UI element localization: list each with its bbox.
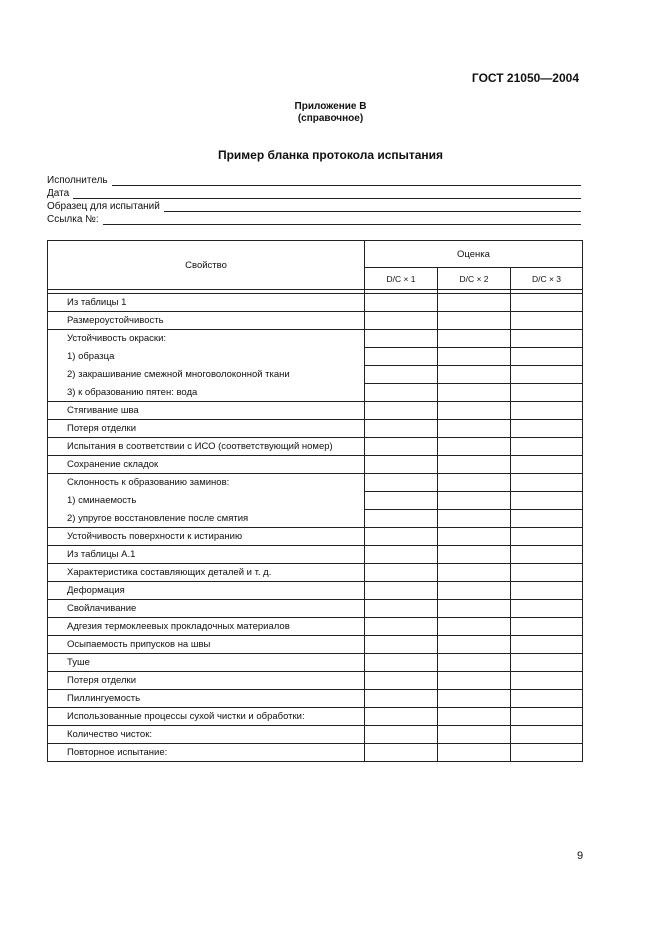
score-cell[interactable] xyxy=(365,492,438,510)
score-cell[interactable] xyxy=(438,582,511,600)
table-row: Адгезия термоклеевых прокладочных материалов xyxy=(48,618,365,636)
table-row: Характеристика составляющих деталей и т. д. xyxy=(48,564,365,582)
score-cell[interactable] xyxy=(365,618,438,636)
score-cell[interactable] xyxy=(365,510,438,528)
score-cell[interactable] xyxy=(438,564,511,582)
header-dc3: D/C × 3 xyxy=(511,268,583,290)
table-row: 2) закрашивание смежной многоволоконной ткани xyxy=(48,366,365,384)
annex-subtitle: (справочное) xyxy=(297,113,364,124)
score-cell[interactable] xyxy=(438,348,511,366)
score-cell[interactable] xyxy=(511,726,583,744)
score-cell[interactable] xyxy=(438,618,511,636)
score-cell[interactable] xyxy=(438,492,511,510)
table-row: Размероустойчивость xyxy=(48,312,365,330)
score-cell[interactable] xyxy=(438,510,511,528)
score-cell[interactable] xyxy=(438,528,511,546)
table-row: Устойчивость поверхности к истиранию xyxy=(48,528,365,546)
table-row: Устойчивость окраски: xyxy=(48,330,365,348)
score-cell[interactable] xyxy=(365,294,438,312)
score-cell[interactable] xyxy=(438,420,511,438)
field-date-label: Дата xyxy=(47,188,70,199)
score-cell[interactable] xyxy=(511,708,583,726)
table-row: Осыпаемость припусков на швы xyxy=(48,636,365,654)
score-cell[interactable] xyxy=(511,672,583,690)
table-row: 3) к образованию пятен: вода xyxy=(48,384,365,402)
field-sample[interactable] xyxy=(47,198,581,212)
score-cell[interactable] xyxy=(438,366,511,384)
score-cell[interactable] xyxy=(511,366,583,384)
score-cell[interactable] xyxy=(365,456,438,474)
form-title: Пример бланка протокола испытания xyxy=(217,148,444,162)
score-cell[interactable] xyxy=(438,456,511,474)
score-cell[interactable] xyxy=(511,330,583,348)
table-row: Повторное испытание: xyxy=(48,744,365,762)
field-reference[interactable] xyxy=(47,211,581,225)
score-cell[interactable] xyxy=(438,294,511,312)
score-cell[interactable] xyxy=(511,744,583,762)
score-cell[interactable] xyxy=(365,564,438,582)
table-row: 2) упругое восстановление после смятия xyxy=(48,510,365,528)
score-cell[interactable] xyxy=(511,384,583,402)
score-cell[interactable] xyxy=(365,348,438,366)
score-cell[interactable] xyxy=(365,636,438,654)
header-property: Свойство xyxy=(48,241,365,290)
score-cell[interactable] xyxy=(365,474,438,492)
table-row: Деформация xyxy=(48,582,365,600)
score-cell[interactable] xyxy=(511,438,583,456)
field-executor-label: Исполнитель xyxy=(47,175,108,186)
score-cell[interactable] xyxy=(511,600,583,618)
score-cell[interactable] xyxy=(511,636,583,654)
score-cell[interactable] xyxy=(511,546,583,564)
header-rating: Оценка xyxy=(365,241,583,268)
score-cell[interactable] xyxy=(438,744,511,762)
score-cell[interactable] xyxy=(438,474,511,492)
score-cell[interactable] xyxy=(438,330,511,348)
score-cell[interactable] xyxy=(365,582,438,600)
score-cell[interactable] xyxy=(438,654,511,672)
score-cell[interactable] xyxy=(365,438,438,456)
table-row: Потеря отделки xyxy=(48,420,365,438)
score-cell[interactable] xyxy=(511,294,583,312)
score-cell[interactable] xyxy=(438,708,511,726)
table-row: Туше xyxy=(48,654,365,672)
score-cell[interactable] xyxy=(365,708,438,726)
protocol-table xyxy=(47,240,583,762)
header-dc2: D/C × 2 xyxy=(438,268,511,290)
field-date[interactable] xyxy=(47,185,581,199)
score-cell[interactable] xyxy=(438,672,511,690)
score-cell[interactable] xyxy=(365,690,438,708)
score-cell[interactable] xyxy=(365,672,438,690)
score-cell[interactable] xyxy=(365,654,438,672)
score-cell[interactable] xyxy=(438,384,511,402)
score-cell[interactable] xyxy=(365,726,438,744)
standard-number: ГОСТ 21050—2004 xyxy=(471,71,579,85)
table-row: Свойлачивание xyxy=(48,600,365,618)
score-cell[interactable] xyxy=(438,600,511,618)
score-cell[interactable] xyxy=(365,330,438,348)
score-cell[interactable] xyxy=(365,420,438,438)
score-cell[interactable] xyxy=(438,402,511,420)
table-row: Использованные процессы сухой чистки и обработки: xyxy=(48,708,365,726)
table-row: Пиллингуемость xyxy=(48,690,365,708)
score-cell[interactable] xyxy=(511,402,583,420)
score-cell[interactable] xyxy=(365,528,438,546)
annex-title: Приложение В xyxy=(294,101,367,112)
score-cell[interactable] xyxy=(365,546,438,564)
score-cell[interactable] xyxy=(511,312,583,330)
header-dc1: D/C × 1 xyxy=(365,268,438,290)
table-row: Из таблицы А.1 xyxy=(48,546,365,564)
score-cell[interactable] xyxy=(511,528,583,546)
table-row: Сохранение складок xyxy=(48,456,365,474)
score-cell[interactable] xyxy=(365,744,438,762)
field-executor[interactable] xyxy=(47,172,581,186)
score-cell[interactable] xyxy=(438,690,511,708)
field-sample-label: Образец для испытаний xyxy=(47,201,160,212)
score-cell[interactable] xyxy=(438,438,511,456)
score-cell[interactable] xyxy=(365,402,438,420)
score-cell[interactable] xyxy=(365,600,438,618)
table-row: Испытания в соответствии с ИСО (соответствующий номер) xyxy=(48,438,365,456)
score-cell[interactable] xyxy=(511,420,583,438)
field-reference-label: Ссылка №: xyxy=(47,214,99,225)
table-row: 1) образца xyxy=(48,348,365,366)
score-cell[interactable] xyxy=(511,690,583,708)
table-row: Количество чисток: xyxy=(48,726,365,744)
score-cell[interactable] xyxy=(438,636,511,654)
table-row: Склонность к образованию заминов: xyxy=(48,474,365,492)
score-cell[interactable] xyxy=(365,384,438,402)
score-cell[interactable] xyxy=(511,618,583,636)
score-cell[interactable] xyxy=(438,726,511,744)
score-cell[interactable] xyxy=(511,582,583,600)
table-row: Стягивание шва xyxy=(48,402,365,420)
score-cell[interactable] xyxy=(511,510,583,528)
score-cell[interactable] xyxy=(511,456,583,474)
score-cell[interactable] xyxy=(511,564,583,582)
score-cell[interactable] xyxy=(365,366,438,384)
field-reference-line[interactable] xyxy=(103,213,581,225)
table-row: 1) сминаемость xyxy=(48,492,365,510)
score-cell[interactable] xyxy=(511,348,583,366)
score-cell[interactable] xyxy=(365,312,438,330)
page-number: 9 xyxy=(577,850,584,862)
score-cell[interactable] xyxy=(511,654,583,672)
table-row: Потеря отделки xyxy=(48,672,365,690)
score-cell[interactable] xyxy=(438,546,511,564)
score-cell[interactable] xyxy=(438,312,511,330)
score-cell[interactable] xyxy=(511,474,583,492)
table-row: Из таблицы 1 xyxy=(48,294,365,312)
score-cell[interactable] xyxy=(511,492,583,510)
